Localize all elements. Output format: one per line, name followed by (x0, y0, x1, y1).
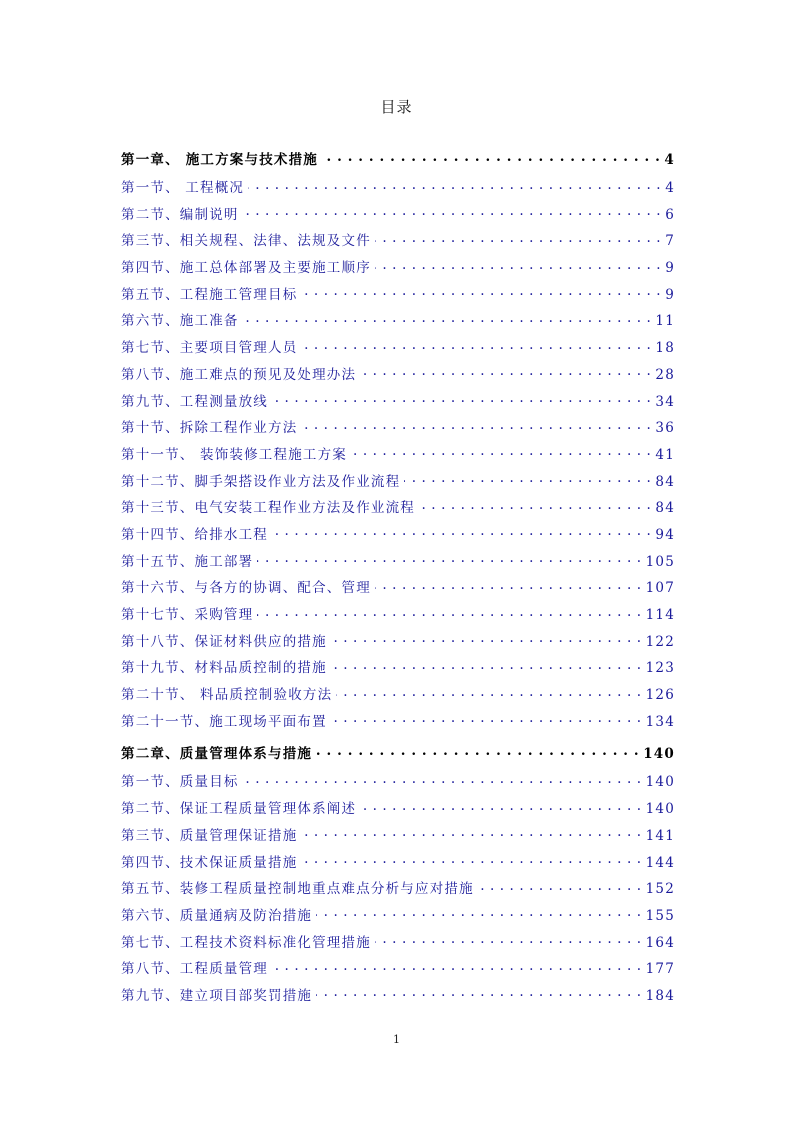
toc-section-label: 第二十一节、施工现场平面布置 (121, 713, 327, 730)
toc-page-number: 9 (665, 260, 675, 277)
toc-section-entry[interactable] (121, 796, 675, 823)
toc-page-number: 41 (655, 446, 675, 463)
chapter-2-sections (121, 769, 675, 1009)
dot-leader (257, 606, 641, 620)
dot-leader (351, 445, 651, 459)
toc-section-entry[interactable] (121, 255, 675, 282)
toc-page-number: 84 (655, 500, 675, 517)
dot-leader (331, 659, 642, 673)
dot-leader (243, 773, 642, 787)
toc-section-label: 第九节、建立项目部奖罚措施 (121, 987, 313, 1004)
toc-section-label: 第八节、工程质量管理 (121, 961, 268, 978)
toc-section-label: 第二节、编制说明 (121, 206, 239, 223)
toc-section-entry[interactable] (121, 335, 675, 362)
toc-section-label: 第十节、拆除工程作业方法 (121, 420, 298, 437)
toc-section-entry[interactable] (121, 228, 675, 255)
toc-section-entry[interactable] (121, 469, 675, 496)
toc-section-entry[interactable] (121, 930, 675, 957)
dot-leader (375, 933, 642, 947)
toc-section-label: 第三节、质量管理保证措施 (121, 827, 298, 844)
toc-chapter-label: 第一章、 施工方案与技术措施 (121, 152, 318, 168)
dot-leader (272, 525, 651, 539)
toc-page-number: 126 (645, 687, 675, 704)
dot-leader (301, 285, 661, 299)
toc-section-label: 第十八节、保证材料供应的措施 (121, 633, 327, 650)
toc-page-number: 4 (664, 152, 675, 168)
toc-page-number: 11 (655, 313, 675, 330)
toc-page-number: 152 (645, 881, 675, 898)
toc-page-number: 140 (643, 746, 675, 763)
toc-page-number: 134 (645, 713, 675, 730)
page-title: 目录 (380, 98, 413, 116)
chapter-1-sections (121, 175, 675, 735)
toc-section-entry[interactable] (121, 549, 675, 576)
dot-leader (301, 853, 641, 867)
toc-section-label: 第十三节、电气安装工程作业方法及作业流程 (121, 500, 415, 517)
dot-leader (404, 472, 651, 486)
toc-section-entry[interactable] (121, 876, 675, 903)
toc-section-label: 第六节、施工准备 (121, 313, 239, 330)
toc-page-number: 7 (665, 233, 675, 250)
toc-section-entry[interactable] (121, 175, 675, 202)
toc-section-label: 第十九节、材料品质控制的措施 (121, 660, 327, 677)
toc-page-number: 144 (645, 854, 675, 871)
dot-leader (360, 800, 641, 814)
toc-section-entry[interactable] (121, 282, 675, 309)
dot-leader (301, 826, 641, 840)
toc-section-entry[interactable] (121, 389, 675, 416)
dot-leader (316, 906, 642, 920)
dot-leader (301, 339, 651, 353)
toc-section-label: 第十六节、与各方的协调、配合、管理 (121, 580, 371, 597)
toc-section-entry[interactable] (121, 415, 675, 442)
toc-section-entry[interactable] (121, 308, 675, 335)
dot-leader (375, 259, 661, 273)
toc-section-entry[interactable] (121, 769, 675, 796)
toc-page-number: 155 (645, 907, 675, 924)
dot-leader (478, 880, 642, 894)
toc-section-label: 第四节、施工总体部署及主要施工顺序 (121, 260, 371, 277)
toc-section-entry[interactable] (121, 602, 675, 629)
toc-section-entry[interactable] (121, 983, 675, 1010)
toc-page-number: 94 (655, 526, 675, 543)
toc-page-number: 36 (655, 420, 675, 437)
toc-section-entry[interactable] (121, 629, 675, 656)
toc-page-number: 34 (655, 393, 675, 410)
dot-leader (360, 365, 651, 379)
toc-section-entry[interactable] (121, 956, 675, 983)
dot-leader (331, 632, 642, 646)
dot-leader (301, 419, 651, 433)
toc-section-entry[interactable] (121, 522, 675, 549)
toc-page-number: 6 (665, 206, 675, 223)
toc-page-number: 114 (645, 607, 675, 623)
toc-section-entry[interactable] (121, 362, 675, 389)
dot-leader (316, 745, 639, 759)
toc-section-label: 第十一节、 装饰装修工程施工方案 (121, 446, 347, 463)
dot-leader (243, 205, 662, 219)
toc-page-number: 140 (645, 801, 675, 818)
toc-page-number: 164 (645, 934, 675, 951)
dot-leader (375, 232, 661, 246)
toc-section-entry[interactable] (121, 495, 675, 522)
toc-section-label: 第四节、技术保证质量措施 (121, 854, 298, 871)
toc-section-entry[interactable] (121, 903, 675, 930)
dot-leader (243, 312, 652, 326)
dot-leader (322, 151, 660, 165)
toc-page-number: 177 (645, 961, 675, 978)
dot-leader (272, 392, 651, 406)
dot-leader (272, 960, 642, 974)
toc-page-number: 122 (645, 633, 675, 650)
toc-page-number: 123 (645, 660, 675, 677)
toc-section-entry[interactable] (121, 682, 675, 709)
toc-page-number: 84 (655, 473, 675, 490)
dot-leader (375, 579, 642, 593)
toc-section-entry[interactable] (121, 823, 675, 850)
toc-page-number: 28 (655, 366, 675, 383)
toc-section-label: 第十二节、脚手架搭设作业方法及作业流程 (121, 473, 401, 490)
toc-section-label: 第十五节、施工部署 (121, 553, 254, 570)
toc-section-entry[interactable] (121, 850, 675, 877)
toc-section-label: 第七节、工程技术资料标准化管理措施 (121, 934, 371, 951)
dot-leader (248, 179, 661, 193)
toc-page-number: 4 (665, 180, 675, 196)
toc-page-number: 105 (645, 553, 675, 570)
page-number: 1 (393, 1033, 400, 1046)
toc-page-number: 107 (645, 580, 675, 597)
toc-section-entry[interactable] (121, 575, 675, 602)
toc-section-label: 第五节、工程施工管理目标 (121, 286, 298, 303)
toc-section-entry[interactable] (121, 202, 675, 229)
toc-chapter-2[interactable] (121, 740, 675, 769)
toc-page-number: 9 (665, 286, 675, 303)
dot-leader (257, 552, 641, 566)
toc-chapter-1[interactable] (121, 146, 675, 175)
toc-section-label: 第一节、质量目标 (121, 774, 239, 791)
toc-section-entry[interactable] (121, 709, 675, 736)
toc-section-entry[interactable] (121, 655, 675, 682)
toc-section-label: 第八节、施工难点的预见及处理办法 (121, 366, 357, 383)
toc-section-label: 第一节、 工程概况 (121, 180, 245, 196)
toc-section-label: 第十七节、采购管理 (121, 607, 254, 623)
toc-section-label: 第六节、质量通病及防治措施 (121, 907, 313, 924)
dot-leader (316, 986, 642, 1000)
toc-page-number: 18 (655, 340, 675, 357)
toc-section-label: 第十四节、给排水工程 (121, 526, 268, 543)
toc-section-label: 第七节、主要项目管理人员 (121, 340, 298, 357)
toc-page-number: 141 (645, 827, 675, 844)
toc-section-label: 第二节、保证工程质量管理体系阐述 (121, 801, 357, 818)
toc-section-label: 第二十节、 料品质控制验收方法 (121, 687, 333, 704)
table-of-contents (121, 146, 675, 1010)
toc-section-label: 第九节、工程测量放线 (121, 393, 268, 410)
toc-section-label: 第三节、相关规程、法律、法规及文件 (121, 233, 371, 250)
toc-chapter-label: 第二章、质量管理体系与措施 (121, 746, 313, 763)
toc-section-label: 第五节、装修工程质量控制地重点难点分析与应对措施 (121, 881, 474, 898)
dot-leader (419, 499, 651, 513)
toc-page-number: 184 (645, 987, 675, 1004)
dot-leader (331, 712, 642, 726)
toc-section-entry[interactable] (121, 442, 675, 469)
toc-page-number: 140 (645, 774, 675, 791)
dot-leader (336, 686, 641, 700)
